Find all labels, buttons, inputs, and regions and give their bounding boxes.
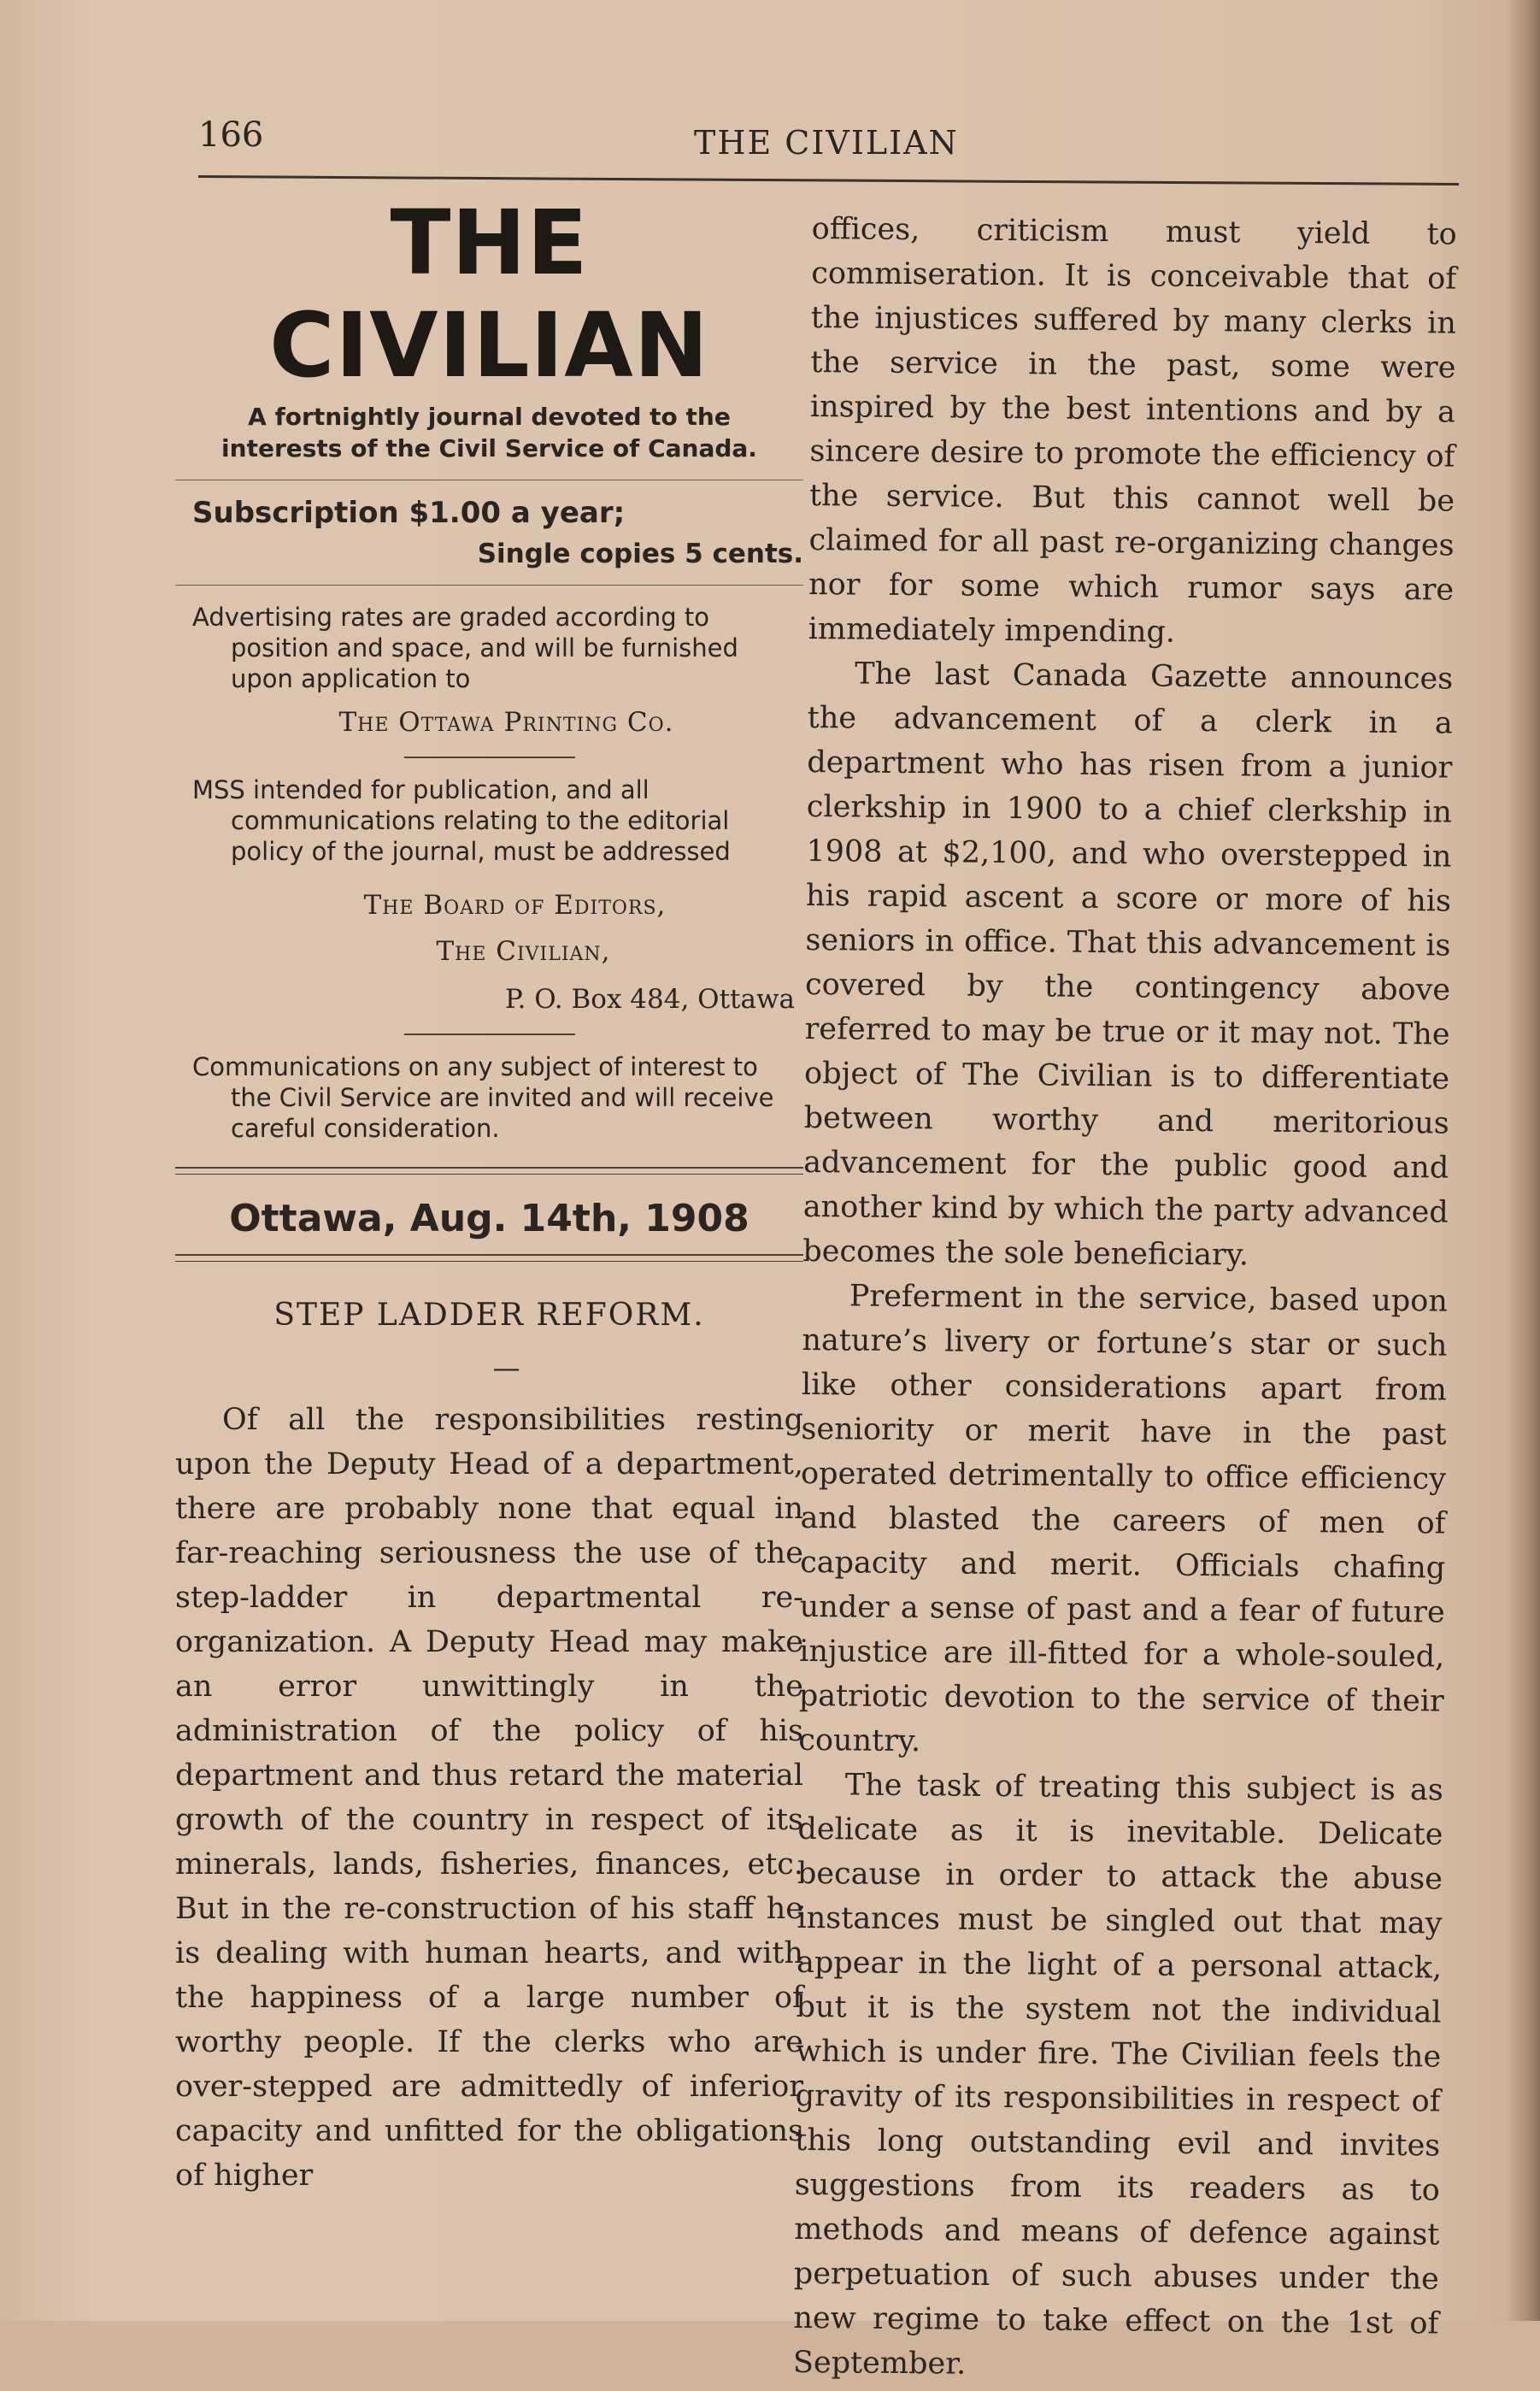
single-copy-price: Single copies 5 cents. bbox=[477, 538, 803, 569]
page-binding-shadow bbox=[1506, 0, 1540, 2321]
advertising-notice: Advertising rates are graded according to position and space, and will be furnished upon application to bbox=[192, 602, 738, 693]
double-rule bbox=[175, 1254, 803, 1262]
article-paragraph: The last Canada Gazette announces the advancement of a clerk in a department who has risen from a junior clerkship in 1900 to a chief clerkship in 1908 at $2,100, and who overstepped in his rapid ascent a score or more of his seniors in office. That this advancement is covered by the contingency above referred to may be true or it may not. The object of The Civilian is to differentiate between worthy and meritorious advancement for the public good and another kind by which the party advanced becomes the sole beneficiary. bbox=[802, 657, 1454, 1273]
divider-rule bbox=[175, 585, 803, 586]
article-paragraph: Preferment in the service, based upon nature’s livery or fortune’s star or such like other considerations apart from seniority or merit have in the past operated detrimentally to office efficiency and blasted the careers of men of capacity and merit. Officials chafing under a sense of past and a fear of future injustice are ill-fitted for a whole-souled, patriotic devotion to the service of their country. bbox=[798, 1279, 1449, 1759]
mss-notice: MSS intended for publication, and all communications relating to the editorial policy of the journal, must be addressed bbox=[192, 774, 731, 866]
article-paragraph: Of all the responsibilities resting upon the Deputy Head of a department, there are probably none that equal in far-reaching seriousness the use of the step-ladder in departmental re-organization. A Deputy Head may make an error unwittingly in the administration of the policy of his department and thus retard the material growth of the country in respect of its minerals, lands, fisheries, finances, etc. But in the re-construction of his staff he is dealing with human hearts, and with the happiness of a large number of worthy people. If the clerks who are over-stepped are admittedly of inferior capacity and unfitted for the obligations of higher bbox=[175, 1402, 803, 2193]
running-head: THE CIVILIAN bbox=[694, 124, 959, 162]
masthead-title: THE CIVILIAN bbox=[269, 191, 709, 398]
po-box-address: P. O. Box 484, Ottawa bbox=[504, 983, 795, 1015]
short-divider bbox=[404, 1034, 575, 1035]
article-paragraph: offices, criticism must yield to commiseration. It is conceivable that of the injustices suffered by many clerks in the service in the past, some were inspired by the best intentions and by a sincere desire to promote the efficiency of the service. But this cannot well be claimed for all past re-organizing changes nor for some which rumor says are immediately impending. bbox=[808, 211, 1457, 650]
subscription-price: Subscription $1.00 a year; bbox=[192, 495, 626, 530]
left-column bbox=[175, 192, 803, 2198]
page-number: 166 bbox=[198, 115, 264, 155]
right-column bbox=[793, 207, 1457, 2390]
short-divider bbox=[404, 757, 575, 758]
board-of-editors: The Board of Editors, bbox=[363, 889, 667, 921]
header-rule bbox=[198, 175, 1459, 186]
title-dash: — bbox=[492, 1351, 520, 1384]
civilian-address: The Civilian, bbox=[436, 935, 611, 967]
dateline: Ottawa, Aug. 14th, 1908 bbox=[229, 1196, 749, 1240]
printing-company: The Ottawa Printing Co. bbox=[338, 706, 674, 738]
article-paragraph: The task of treating this subject is as delicate as it is inevitable. Delicate because in order to attack the abuse instances must be singled out that may appear in the light of a personal attack, but it is the system not the individual which is under fire. The Civilian feels the gravity of its responsibilities in respect of this long outstanding evil and invites suggestions from its readers as to methods and means of defence against perpetuation of such abuses under the new regime to take effect on the 1st of September. bbox=[792, 1768, 1444, 2382]
article-title: STEP LADDER REFORM. bbox=[273, 1297, 705, 1333]
masthead-tagline: A fortnightly journal devoted to the interests of the Civil Service of Canada. bbox=[221, 403, 757, 462]
double-rule bbox=[175, 1167, 803, 1175]
communications-notice: Communications on any subject of interest to the Civil Service are invited and will receive careful consideration. bbox=[192, 1051, 774, 1143]
